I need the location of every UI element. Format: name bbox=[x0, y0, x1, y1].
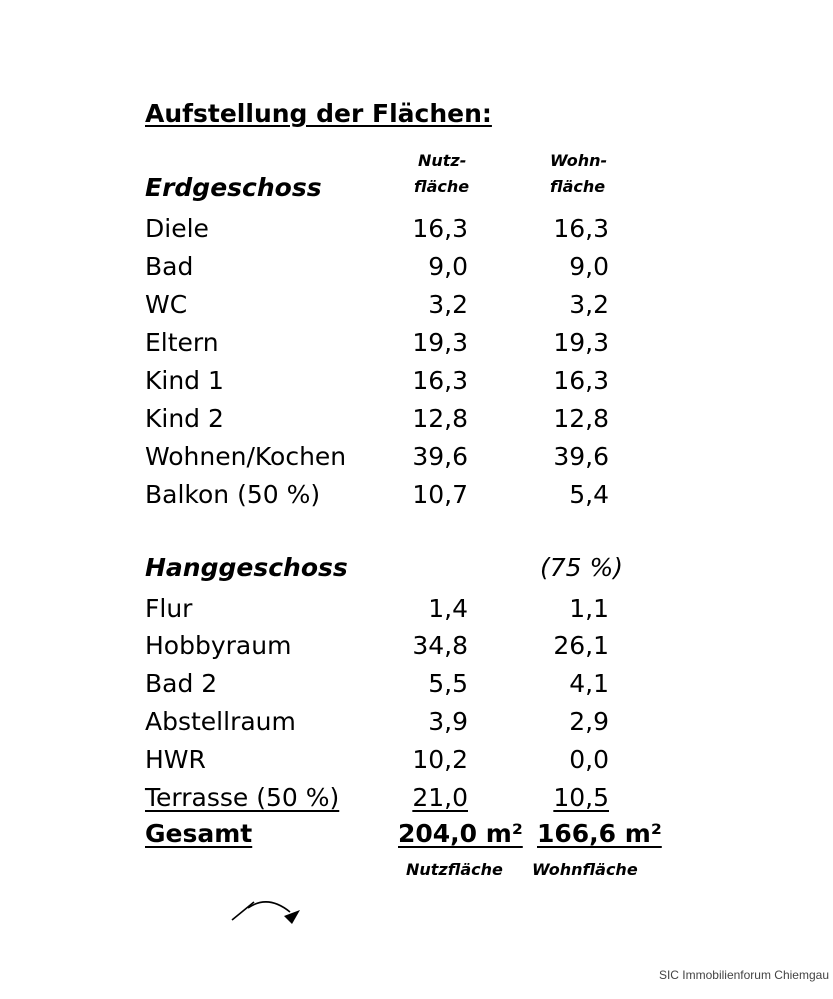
table-row bbox=[145, 286, 615, 324]
total-label: Gesamt bbox=[145, 819, 253, 848]
table-row bbox=[145, 590, 615, 628]
row-nutzflaeche: 3,2 bbox=[428, 290, 468, 319]
column-header-wohn-line1: Wohn- bbox=[550, 151, 608, 170]
row-wohnflaeche: 26,1 bbox=[553, 631, 609, 660]
row-label: HWR bbox=[145, 745, 206, 774]
table-row bbox=[145, 476, 615, 514]
footer-company: SIC Immobilienforum Chiemgau bbox=[658, 968, 829, 982]
row-wohnflaeche: 5,4 bbox=[569, 480, 609, 509]
total-wohnflaeche: 166,6 m² bbox=[537, 819, 662, 848]
row-wohnflaeche: 4,1 bbox=[569, 669, 609, 698]
table-row bbox=[145, 703, 615, 741]
page-title: Aufstellung der Flächen: bbox=[145, 99, 492, 128]
table-row bbox=[145, 779, 615, 817]
row-nutzflaeche: 10,2 bbox=[412, 745, 468, 774]
door-swing-icon bbox=[228, 896, 308, 926]
row-label: WC bbox=[145, 290, 188, 319]
row-wohnflaeche: 2,9 bbox=[569, 707, 609, 736]
row-label: Diele bbox=[145, 214, 209, 243]
total-nutzflaeche: 204,0 m² bbox=[398, 819, 523, 848]
total-nutzflaeche-caption: Nutzfläche bbox=[406, 860, 503, 879]
row-nutzflaeche: 10,7 bbox=[412, 480, 468, 509]
row-wohnflaeche: 16,3 bbox=[553, 214, 609, 243]
row-nutzflaeche: 16,3 bbox=[412, 366, 468, 395]
row-wohnflaeche: 9,0 bbox=[569, 252, 609, 281]
table-row bbox=[145, 210, 615, 248]
row-nutzflaeche: 1,4 bbox=[428, 594, 468, 623]
row-nutzflaeche: 21,0 bbox=[412, 783, 468, 812]
row-label: Balkon (50 %) bbox=[145, 480, 321, 509]
column-header-wohnflaeche bbox=[550, 148, 607, 200]
row-nutzflaeche: 19,3 bbox=[412, 328, 468, 357]
row-wohnflaeche: 39,6 bbox=[553, 442, 609, 471]
column-header-nutz-line2: fläche bbox=[414, 177, 470, 196]
column-header-nutzflaeche bbox=[414, 148, 469, 200]
row-wohnflaeche: 19,3 bbox=[553, 328, 609, 357]
row-label: Abstellraum bbox=[145, 707, 296, 736]
total-wohnflaeche-caption: Wohnfläche bbox=[532, 860, 638, 879]
row-nutzflaeche: 3,9 bbox=[428, 707, 468, 736]
column-header-nutz-line1: Nutz- bbox=[418, 151, 467, 170]
table-row bbox=[145, 248, 615, 286]
row-nutzflaeche: 39,6 bbox=[412, 442, 468, 471]
row-label: Hobbyraum bbox=[145, 631, 292, 660]
row-wohnflaeche: 10,5 bbox=[553, 783, 609, 812]
row-wohnflaeche: 1,1 bbox=[569, 594, 609, 623]
section-heading-erdgeschoss: Erdgeschoss bbox=[145, 173, 322, 202]
row-label: Bad bbox=[145, 252, 194, 281]
table-row bbox=[145, 741, 615, 779]
row-label: Kind 1 bbox=[145, 366, 224, 395]
section-heading-hanggeschoss: Hanggeschoss bbox=[145, 553, 348, 582]
row-wohnflaeche: 16,3 bbox=[553, 366, 609, 395]
hanggeschoss-percent-note: (75 %) bbox=[540, 553, 624, 582]
row-nutzflaeche: 5,5 bbox=[428, 669, 468, 698]
table-row bbox=[145, 665, 615, 703]
row-wohnflaeche: 12,8 bbox=[553, 404, 609, 433]
table-row bbox=[145, 627, 615, 665]
row-label: Bad 2 bbox=[145, 669, 218, 698]
table-row bbox=[145, 400, 615, 438]
table-row bbox=[145, 324, 615, 362]
row-label: Wohnen/Kochen bbox=[145, 442, 347, 471]
row-wohnflaeche: 0,0 bbox=[569, 745, 609, 774]
row-nutzflaeche: 34,8 bbox=[412, 631, 468, 660]
row-label: Kind 2 bbox=[145, 404, 224, 433]
row-wohnflaeche: 3,2 bbox=[569, 290, 609, 319]
row-label: Flur bbox=[145, 594, 193, 623]
row-nutzflaeche: 9,0 bbox=[428, 252, 468, 281]
row-label: Terrasse (50 %) bbox=[145, 783, 340, 812]
row-nutzflaeche: 16,3 bbox=[412, 214, 468, 243]
table-row bbox=[145, 362, 615, 400]
column-header-wohn-line2: fläche bbox=[550, 177, 606, 196]
row-nutzflaeche: 12,8 bbox=[412, 404, 468, 433]
table-row bbox=[145, 438, 615, 476]
row-label: Eltern bbox=[145, 328, 219, 357]
